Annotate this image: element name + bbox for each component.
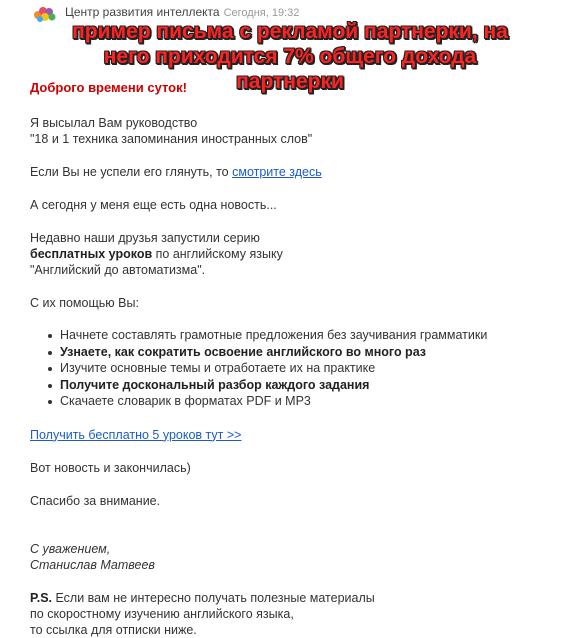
ps-label: P.S. xyxy=(30,590,53,605)
list-item: Скачаете словарик в форматах PDF и MP3 xyxy=(46,393,550,410)
launch-line-2-rest: по английскому языку xyxy=(152,247,283,261)
features-list xyxy=(30,327,550,410)
list-item: Изучите основные темы и отработаете их на практике xyxy=(46,360,550,377)
email-greeting: Доброго времени суток! xyxy=(30,80,187,95)
signature-line: Станислав Матвеев xyxy=(30,557,155,572)
email-body xyxy=(30,115,550,638)
intro-line-2: "18 и 1 техника запоминания иностранных слов" xyxy=(30,132,313,146)
intro-line-1: Я высылал Вам руководство xyxy=(30,116,198,130)
list-item: Узнаете, как сократить освоение английского во много раз xyxy=(46,344,550,361)
ps-line-2: по скоростному изучению английского языка, xyxy=(30,606,294,621)
missed-paragraph xyxy=(30,164,550,180)
missed-text: Если Вы не успели его глянуть, то xyxy=(30,165,233,179)
annotation-line-1: пример письма с рекламой партнерки, на xyxy=(72,20,508,43)
ps-line-3: то ссылка для отписки ниже. xyxy=(30,622,197,637)
news-line: А сегодня у меня еще есть одна новость... xyxy=(30,198,277,212)
cta-paragraph xyxy=(30,427,550,443)
list-item: Начнете составлять грамотные предложения без заучивания грамматики xyxy=(46,327,550,344)
annotation-line-2: него приходится 7% общего дохода xyxy=(103,45,477,68)
launch-line-3: "Английский до автоматизма". xyxy=(30,263,206,277)
email-date: Сегодня, 19:32 xyxy=(223,7,300,19)
with-help-line: С их помощью Вы: xyxy=(30,296,139,310)
launch-line-1: Недавно наши друзья запустили серию xyxy=(30,231,260,245)
annotation-line-3: партнерки xyxy=(236,70,344,93)
list-item: Получите доскональный разбор каждого задания xyxy=(46,377,550,394)
view-here-link[interactable]: смотрите здесь xyxy=(232,165,322,179)
get-free-lessons-link[interactable]: Получить бесплатно 5 уроков тут >> xyxy=(30,427,242,442)
sender-line xyxy=(65,5,299,19)
launch-line-2 xyxy=(30,246,550,262)
free-lessons-bold: бесплатных уроков xyxy=(30,247,153,261)
ps-line-1-rest: Если вам не интересно получать полезные материалы xyxy=(52,590,375,605)
thanks-line: Спасибо за внимание. xyxy=(30,493,161,508)
regards-line: С уважением, xyxy=(30,541,111,556)
ps-line-1 xyxy=(30,590,550,606)
sender-name[interactable]: Центр развития интеллекта xyxy=(65,5,220,19)
end-news-line: Вот новость и закончилась) xyxy=(30,460,191,475)
